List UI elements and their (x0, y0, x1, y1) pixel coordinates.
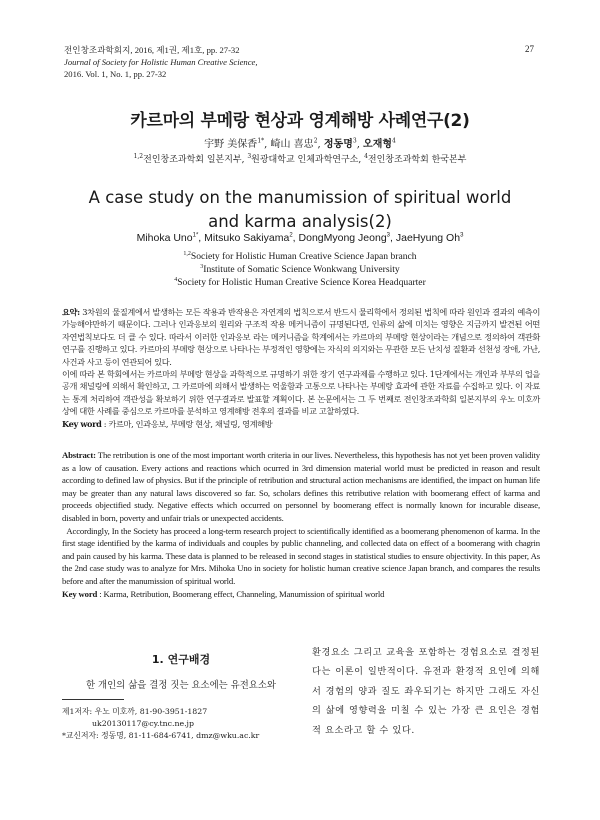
author-sup: 2 (313, 137, 318, 145)
keywords-ko: Key word : 카르마, 인과응보, 부메랑 현상, 채널링, 영계해방 (62, 418, 273, 429)
author-name: 宇野 美保香 (204, 139, 258, 150)
footnote-corresponding-author: *교신저자: 정동명, 81-11-684-6741, dmz@wku.ac.kr (62, 731, 260, 740)
affiliation: 전인창조과학회 한국본부 (367, 155, 467, 165)
paper-title-en (0, 186, 600, 234)
footnotes (62, 706, 300, 742)
affil-sup: 1,2 (183, 250, 191, 257)
abstract-en (62, 449, 540, 600)
keywords-label: Key word (62, 588, 98, 599)
author-sup: 1* (192, 232, 199, 239)
title-en-line-2: and karma analysis(2) (208, 212, 392, 231)
affil-sup: 3 (200, 263, 204, 270)
author-sup: 1* (257, 137, 265, 145)
affiliation: 전인창조과학회 일본지부, (143, 155, 248, 165)
paper-title-ko: 카르마의 부메랑 현상과 영계해방 사례연구(2) (130, 111, 470, 131)
author-list-ko: 宇野 美保香$^{1*}$, 崎山 喜忠$^2$, 정동명$^3$, 오재형$^4$ (204, 137, 396, 150)
journal-header (64, 44, 257, 80)
affil-sup: 1,2 (133, 153, 144, 160)
journal-citation-en: Journal of Society for Holistic Human Creative Science, (64, 57, 258, 67)
keywords-label: Key word (62, 418, 102, 429)
journal-volume-en: 2016. Vol. 1, No. 1, pp. 27-32 (64, 69, 167, 79)
abstract-label: Abstract: (62, 450, 96, 460)
affiliation: $^3$Institute of Somatic Science Wonkwang University (200, 263, 400, 275)
footnote-first-author: 제1저자: 우노 미호까, 81-90-3951-1827 (62, 707, 208, 716)
author-name: DongMyong Jeong (298, 232, 387, 244)
author-name: 정동명 (323, 139, 353, 150)
author-sup: 2 (289, 232, 293, 239)
title-en-line-1: A case study on the manumission of spiritual world (88, 188, 512, 207)
author-name: 崎山 喜忠 (270, 139, 314, 150)
affil-sup: 3 (247, 153, 252, 160)
section-heading: 1. 연구배경 (151, 653, 211, 666)
author-name: Mihoka Uno (136, 232, 193, 244)
affiliation: $^4$Society for Holistic Human Creative Science Korea Headquarter (174, 276, 426, 288)
footnote-rule (62, 699, 124, 700)
abstract-label: 요약: (62, 307, 80, 317)
author-sup: 3 (386, 232, 391, 239)
page-number: 27 (525, 44, 534, 54)
author-name: Mitsuko Sakiyama (204, 232, 290, 244)
abstract-ko (62, 306, 540, 430)
body-text-left: 한 개인의 삶을 결정 짓는 요소에는 유전요소와 (86, 680, 276, 691)
author-list-en: Mihoka Uno$^{1*}$, Mitsuko Sakiyama$^2$, DongMyong Jeong$^3$, JaeHyung Oh$^3$ (136, 232, 464, 244)
keywords-en: Key word : Karma, Retribution, Boomerang effect, Channeling, Manumission of spiritual world (62, 588, 385, 599)
affil-sup: 4 (364, 153, 368, 160)
author-name: JaeHyung Oh (395, 232, 461, 244)
affiliation: $^{1,2}$Society for Holistic Human Creative Science Japan branch (183, 250, 417, 262)
author-sup: 3 (460, 232, 464, 239)
affiliation: 원광대학교 인체과학연구소, (251, 155, 365, 165)
abstract-en-para-1: Abstract: The retribution is one of the most important worth criteria in our lives. Nevertheless, this hypothesis has not yet been proven validity as a low of causation. Every actions and reactions which ocurred in 3rd dimension material world must be predicted in reason and result according to defined law of physics. But if the principle of retribution and structural action mechanisms are identified, the impact on human life may be greater than any natural laws discovered so far. So, scholars defines this retributive relation with boomerang effect of karma and proceeds objectified study. Negative effects which occurred on personnel by boomerang effect is normally known for incurable disease, disabled in born, poverty and unfair trials or unexpected accidents. (62, 450, 540, 523)
footnote-email: uk20130117@cy.tnc.ne.jp (92, 719, 194, 728)
affiliation-list-en (0, 250, 600, 289)
abstract-ko-para-2: 이에 따라 본 학회에서는 카르마의 부메랑 현상을 과학적으로 규명하기 위한 장기 연구과제를 수행하고 있다. 1단계에서는 개인과 부부의 업을 공개 채널링에 의해서 확인하고, 그 카르마에 의해서 발생하는 억울함과 고통으로 나타나는 부메랑 효과에 관한 자료를 수집하고 있다. 이 자료는 통계 처리하여 객관성을 확보하기 위한 연구결과로 발표할 계획이다. 본 논문에서는 그 두 번째로 전인창조과학회 일본지부의 우노 미호까상에 대한 사례를 중심으로 카르마를 분석하고 영계해방 전후의 결과를 비교 고찰하였다. (62, 369, 540, 417)
abstract-en-para-2: Accordingly, In the Society has proceed a long-term research project to scientifically identified as a boomerang phenomenon of karma. In the first stage identified by the karma of individuals and couples by public channeling, and collected data on effect of a boomerang with chagrin and pain caused by his karma. These data is planned to be released in second stages in statistical studies to ensure objectivity. In this paper, As the 2nd case study was to analyze for Mrs. Mihoka Uno in society for holistic human creative science Japan branch, and compares the results before and after the manumission of spiritual world. (62, 525, 540, 586)
author-sup: 3 (352, 137, 357, 145)
abstract-ko-para-1: 요약: 3차원의 물질계에서 발생하는 모든 작용과 반작용은 자연계의 법칙으로서 반드시 물리학에서 정의된 법칙에 따라 원인과 결과의 예측이 가능해야만하기 때문이다. 그러나 인과응보의 원리와 구조적 작용 메커니즘이 규명된다면, 인류의 삶에 미치는 영향은 지금까지 발견된 어떤 자연법칙보다도 더 클 수 있다. 따라서 이러한 인과응보 라는 메커니즘을 학계에서는 카르마의 부메랑 현상이라는 개념으로 정의하여 객관화 연구를 진행하고 있다. 카르마의 부메랑 현상으로 나타나는 부정적인 영향에는 자식의 의지와는 무관한 모든 난치성 질환과 선천성 장애, 가난, 사건과 사고 등이 연관되어 있다. (62, 307, 540, 367)
affiliation-list-ko (0, 152, 600, 165)
body-text-right: 환경요소 그리고 교육을 포함하는 경험요소로 결정된다는 이론이 일반적이다. 유전과 환경적 요인에 의해서 경험의 양과 질도 좌우되기는 하지만 그래도 자신의 삶에 영향력을 미칠 수 있는 가장 큰 요인은 경험적 요소라고 할 수 있다. (312, 647, 540, 736)
journal-citation-ko: 전인창조과학회지, 2016, 제1권, 제1호, pp. 27-32 (64, 45, 240, 55)
author-name: 오재형 (363, 139, 393, 150)
affil-sup: 4 (174, 276, 178, 283)
author-sup: 4 (392, 137, 396, 145)
